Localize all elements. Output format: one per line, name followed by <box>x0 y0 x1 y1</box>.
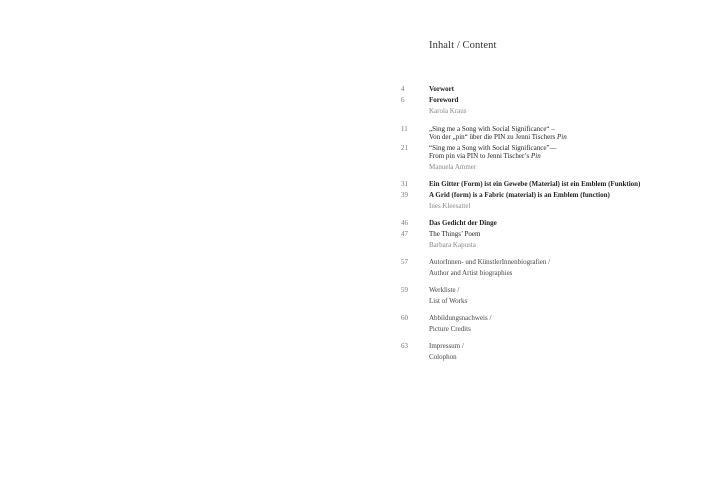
toc-page-number: 31 <box>401 180 408 188</box>
toc-page-number: 60 <box>401 314 408 322</box>
toc-entry-title: “Sing me a Song with Social Significance”— <box>429 144 557 152</box>
toc-entry-title: AutorInnen- und KünstlerInnenbiografien / <box>429 258 551 266</box>
toc-entry-title-line2: Author and Artist biographies <box>429 269 513 277</box>
toc-entry-title: A Grid (form) is a Fabric (material) is an Emblem (function) <box>429 191 610 199</box>
toc-page-number: 46 <box>401 219 408 227</box>
toc-entry-title-line2: From pin via PIN to Jenni Tischer’s Pin <box>429 152 541 160</box>
toc-page-number: 21 <box>401 144 408 152</box>
toc-page-number: 4 <box>401 85 405 93</box>
toc-entry-title-line2: Von der „pin“ über die PIN zu Jenni Tischers Pin <box>429 133 567 141</box>
toc-author: Ines Kleesattel <box>429 202 471 210</box>
toc-author: Barbara Kapusta <box>429 241 476 249</box>
toc-entry-title: Vorwort <box>429 85 455 93</box>
toc-entry-title: „Sing me a Song with Social Significance“ – <box>429 125 555 133</box>
toc-author: Manuela Ammer <box>429 163 477 171</box>
toc-entry-title: Ein Gitter (Form) ist ein Gewebe (Material) ist ein Emblem (Funktion) <box>429 180 641 188</box>
toc-entry-title-line2: Colophon <box>429 353 457 361</box>
toc-entry-title: The Things’ Poem <box>429 230 481 238</box>
toc-entry-title-line2: Picture Credits <box>429 325 471 333</box>
toc-entry-title-line2: List of Works <box>429 297 468 305</box>
toc-page-number: 63 <box>401 342 408 350</box>
toc-entry-title: Abbildungsnachweis / <box>429 314 492 322</box>
toc-author: Karola Kraus <box>429 107 467 115</box>
toc-entry-title: Foreword <box>429 96 459 104</box>
toc-page-number: 39 <box>401 191 408 199</box>
page-title: Inhalt / Content <box>429 40 497 51</box>
toc-page-number: 57 <box>401 258 408 266</box>
toc-page-number: 59 <box>401 286 408 294</box>
toc-entry-title: Werkliste / <box>429 286 460 294</box>
toc-page-number: 6 <box>401 96 405 104</box>
toc-entry-title: Impressum / <box>429 342 464 350</box>
toc-page-number: 47 <box>401 230 408 238</box>
toc-page-number: 11 <box>401 125 408 133</box>
toc-entry-title: Das Gedicht der Dinge <box>429 219 497 227</box>
